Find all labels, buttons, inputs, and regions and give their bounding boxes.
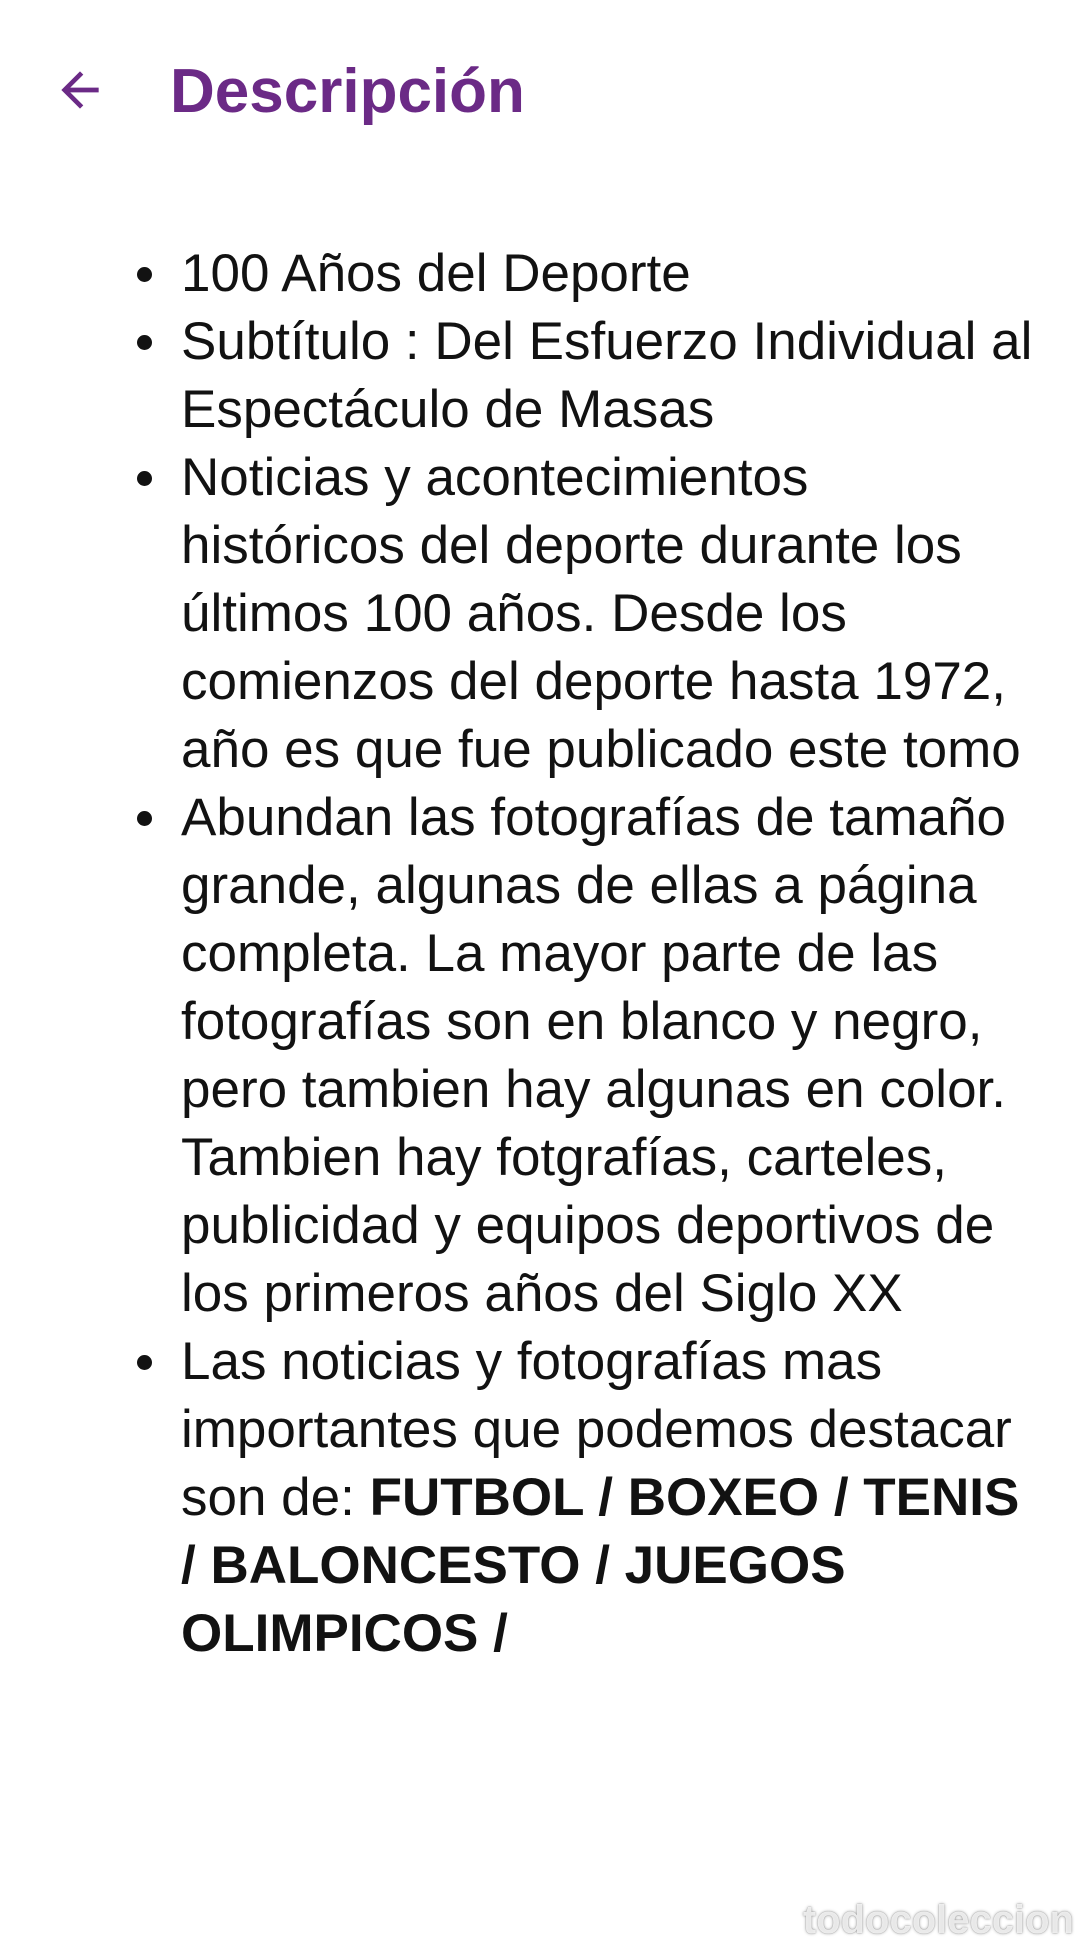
bullet-icon <box>137 267 152 282</box>
list-item-text: Abundan las fotografías de tamaño grande, algunas de ellas a página completa. La mayor parte de las fotografías son en blanco y negro, pero tambien hay algunas en color. Tambien hay fotgrafías, carteles, publicidad y equipos deportivos de los primeros años del Siglo XX <box>181 788 1007 1323</box>
app-bar <box>0 0 1080 185</box>
watermark: todocoleccion <box>802 1898 1074 1942</box>
list-item <box>181 444 1034 784</box>
list-item <box>181 784 1034 1328</box>
bullet-icon <box>137 335 152 350</box>
list-item <box>181 308 1034 444</box>
list-item-text: Subtítulo : Del Esfuerzo Individual al Espectáculo de Masas <box>181 312 1033 439</box>
list-item-text: Noticias y acontecimientos históricos del deporte durante los últimos 100 años. Desde los comienzos del deporte hasta 1972, año es que fue publicado este tomo <box>181 448 1021 779</box>
list-item <box>181 240 1034 308</box>
list-item-text: 100 Años del Deporte <box>181 244 691 303</box>
back-button[interactable] <box>40 50 120 130</box>
bullet-icon <box>137 811 152 826</box>
list-item <box>181 1328 1034 1668</box>
list-item-bold-text: FUTBOL / BOXEO / TENIS / BALONCESTO / JUEGOS OLIMPICOS / <box>181 1468 1020 1663</box>
description-content <box>0 240 1080 1668</box>
bullet-icon <box>137 471 152 486</box>
arrow-left-icon <box>52 62 108 118</box>
list-item-text: Las noticias y fotografías mas importantes que podemos destacar son de: <box>181 1332 1012 1527</box>
page-title: Descripción <box>170 57 525 126</box>
description-list <box>0 240 1080 1668</box>
bullet-icon <box>137 1355 152 1370</box>
